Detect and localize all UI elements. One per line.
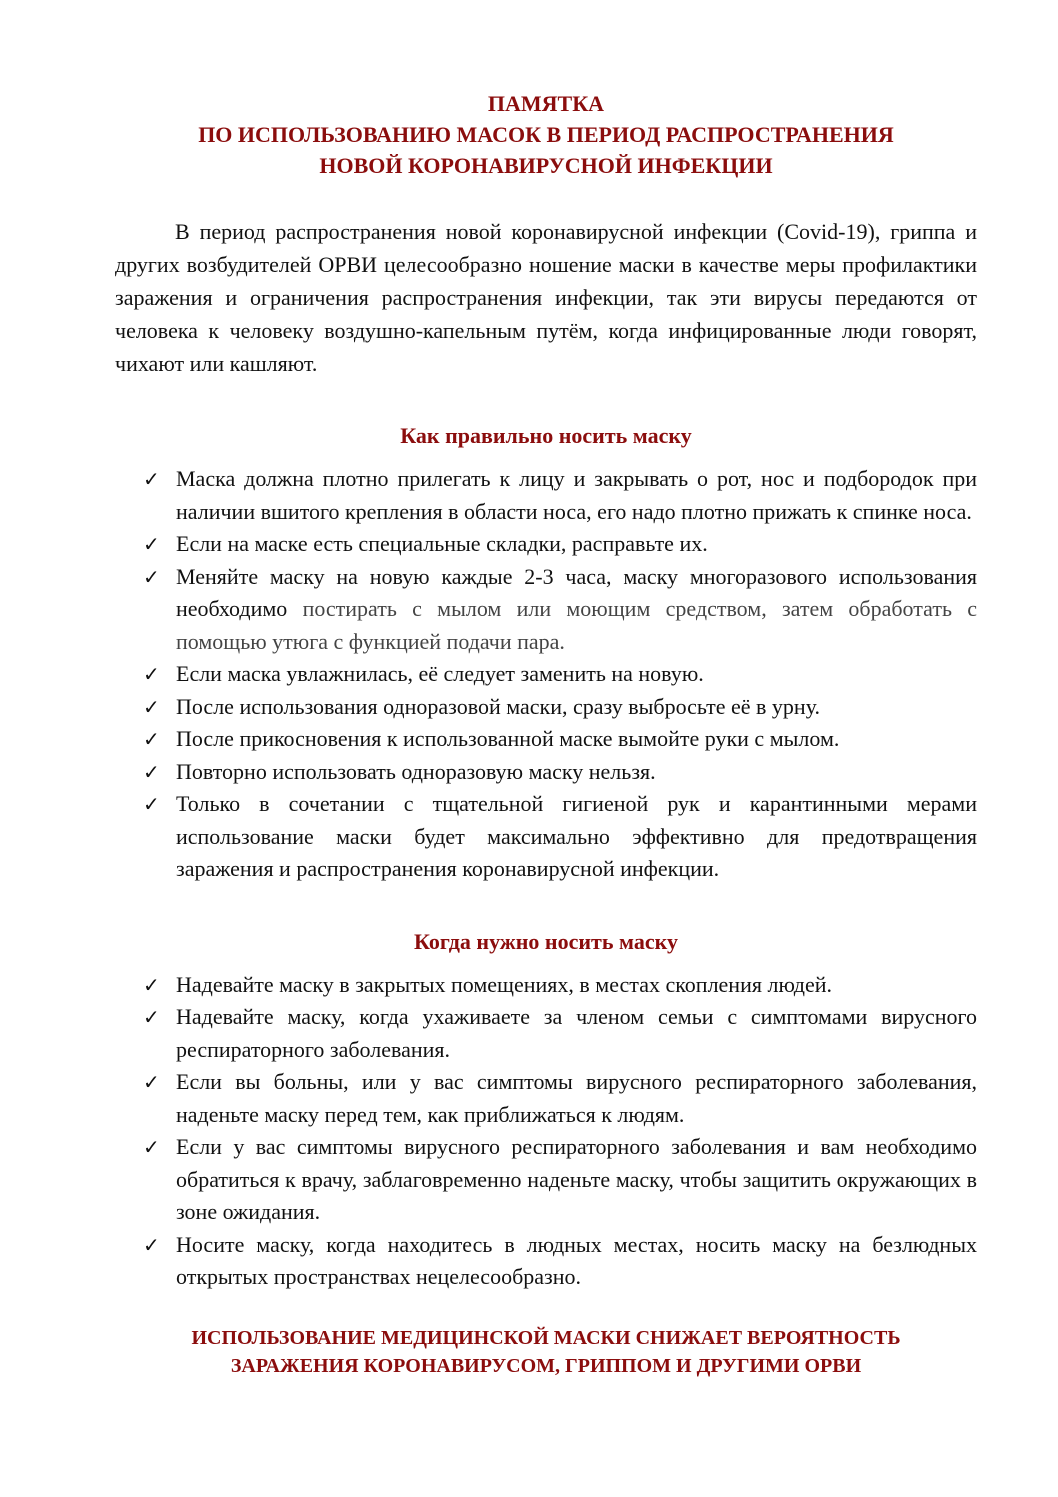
list-item xyxy=(115,463,977,528)
list-item xyxy=(115,658,977,691)
closing-line: ИСПОЛЬЗОВАНИЕ МЕДИЦИНСКОЙ МАСКИ СНИЖАЕТ ВЕРОЯТНОСТЬ xyxy=(191,1326,901,1349)
document-title xyxy=(115,88,977,181)
list-item-text: Повторно использовать одноразовую маску нельзя. xyxy=(176,758,656,784)
title-line: НОВОЙ КОРОНАВИРУСНОЙ ИНФЕКЦИИ xyxy=(319,153,773,178)
title-line: ПО ИСПОЛЬЗОВАНИЮ МАСОК В ПЕРИОД РАСПРОСТРАНЕНИЯ xyxy=(198,122,894,147)
checkmark-icon: ✓ xyxy=(143,564,160,589)
checkmark-icon: ✓ xyxy=(143,532,160,556)
list-item xyxy=(115,561,977,659)
checkmark-icon: ✓ xyxy=(143,1232,160,1257)
checkmark-icon: ✓ xyxy=(143,694,160,719)
list-item-text: Меняйте маску на новую каждые 2-3 часа, маску многоразового использования необходимо xyxy=(176,563,977,621)
list-item-text: После прикосновения к использованной маске вымойте руки с мылом. xyxy=(176,726,840,751)
list-item-text: Маска должна плотно прилегать к лицу и закрывать о рот, нос и подбородок при наличии вшитого крепления в области носа, его надо плотно прижать к спинке носа. xyxy=(176,466,977,524)
closing-statement xyxy=(115,1324,977,1380)
list-item-text: Если на маске есть специальные складки, расправьте их. xyxy=(176,531,708,556)
how-to-wear-list xyxy=(115,463,977,886)
section-heading-when-to-wear: Когда нужно носить маску xyxy=(414,928,678,954)
list-item xyxy=(115,528,977,561)
checkmark-icon: ✓ xyxy=(143,467,160,491)
checkmark-icon: ✓ xyxy=(143,662,160,686)
list-item-text: Только в сочетании с тщательной гигиеной рук и карантинными мерами использование маски будет максимально эффективно для предотвращения заражения и распространения коронавирусной инфекции. xyxy=(176,791,977,881)
list-item xyxy=(115,1229,977,1294)
list-item-text: Если у вас симптомы вирусного респираторного заболевания и вам необходимо обратиться к врачу, заблаговременно наденьте маску, чтобы защитить окружающих в зоне ожидания. xyxy=(176,1134,977,1224)
document-page xyxy=(115,88,977,1380)
list-item-text: Если маска увлажнилась, её следует заменить на новую. xyxy=(176,661,704,686)
list-item-text: После использования одноразовой маски, сразу выбросьте её в урну. xyxy=(176,693,820,719)
checkmark-icon: ✓ xyxy=(143,972,160,997)
list-item xyxy=(115,691,977,724)
intro-paragraph: В период распространения новой коронавирусной инфекции (Covid-19), гриппа и других возбудителей ОРВИ целесообразно ношение маски в качестве меры профилактики заражения и ограничения распространения инфекции, так эти вирусы передаются от человека к человеку воздушно-капельным путём, когда инфицированные люди говорят, чихают или кашляют. xyxy=(115,219,977,376)
checkmark-icon: ✓ xyxy=(143,727,160,751)
closing-line: ЗАРАЖЕНИЯ КОРОНАВИРУСОМ, ГРИППОМ И ДРУГИМИ ОРВИ xyxy=(230,1354,862,1377)
section-heading-how-to-wear: Как правильно носить маску xyxy=(400,423,692,448)
list-item xyxy=(115,1131,977,1229)
list-item-text: Если вы больны, или у вас симптомы вирусного респираторного заболевания, наденьте маску перед тем, как приближаться к людям. xyxy=(176,1069,977,1127)
list-item xyxy=(115,756,977,789)
title-line: ПАМЯТКА xyxy=(487,91,605,116)
list-item xyxy=(115,788,977,886)
checkmark-icon: ✓ xyxy=(143,1005,160,1029)
checkmark-icon: ✓ xyxy=(143,759,160,784)
checkmark-icon: ✓ xyxy=(143,1135,160,1159)
list-item xyxy=(115,723,977,756)
list-item-text: Надевайте маску в закрытых помещениях, в местах скопления людей. xyxy=(176,971,833,997)
list-item-text: Надевайте маску, когда ухаживаете за членом семьи с симптомами вирусного респираторного заболевания. xyxy=(176,1004,977,1062)
list-item xyxy=(115,969,977,1002)
list-item xyxy=(115,1001,977,1066)
list-item-text-continuation: постирать с мылом или моющим средством, затем обработать с помощью утюга с функцией подачи пара. xyxy=(176,596,977,654)
when-to-wear-list xyxy=(115,969,977,1294)
checkmark-icon: ✓ xyxy=(143,1070,160,1094)
list-item-text: Носите маску, когда находитесь в людных местах, носить маску на безлюдных открытых пространствах нецелесообразно. xyxy=(176,1231,977,1289)
list-item xyxy=(115,1066,977,1131)
checkmark-icon: ✓ xyxy=(143,792,160,816)
